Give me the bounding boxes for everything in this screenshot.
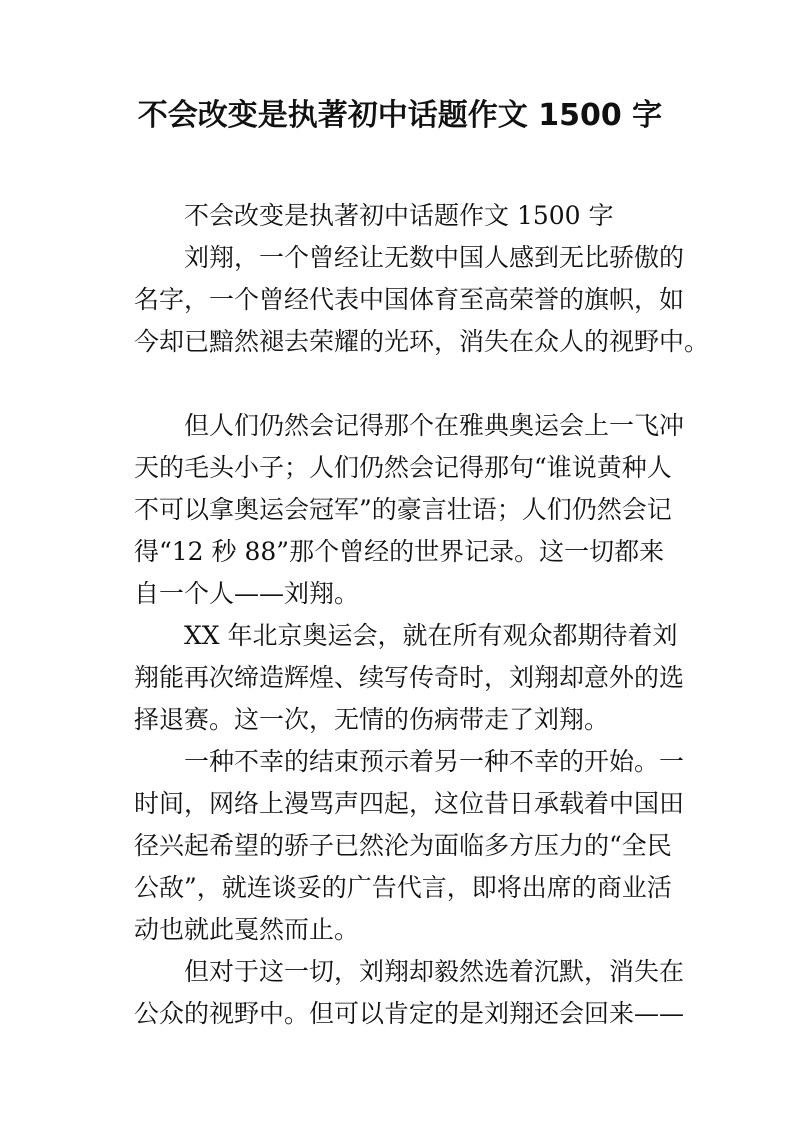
- text-line-content: 时间，网络上漫骂声四起，这位昔日承载着中国田: [134, 789, 685, 818]
- text-line-content: 择退赛。这一次，无情的伤病带走了刘翔。: [134, 705, 610, 734]
- text-line-content: 刘翔，一个曾经让无数中国人感到无比骄傲的: [184, 243, 685, 272]
- text-line-content: 但人们仍然会记得那个在雅典奥运会上一飞冲: [184, 411, 685, 440]
- text-line-content: 自一个人——刘翔。: [134, 579, 360, 608]
- text-line-content: XX 年北京奥运会，就在所有观众都期待着刘: [184, 621, 678, 650]
- text-line-content: 得“12 秒 88”那个曾经的世界记录。这一切都来: [134, 537, 665, 566]
- text-line-content: 径兴起希望的骄子已然沦为面临多方压力的“全民: [134, 831, 672, 860]
- text-line-content: 一种不幸的结束预示着另一种不幸的开始。一: [184, 747, 685, 776]
- text-line-content: 公敌”，就连谈妥的广告代言，即将出席的商业活: [134, 873, 672, 902]
- text-line-content: 翔能再次缔造辉煌、续写传奇时，刘翔却意外的选: [134, 663, 685, 692]
- text-line-content: 但对于这一切，刘翔却毅然选着沉默，消失在: [184, 957, 685, 986]
- text-line-content: 天的毛头小子；人们仍然会记得那句“谁说黄种人: [134, 453, 672, 482]
- text-line-content: 今却已黯然褪去荣耀的光环，消失在众人的视野中。: [134, 327, 710, 356]
- text-line-content: 公众的视野中。但可以肯定的是刘翔还会回来——: [134, 999, 685, 1028]
- text-line-content: 不会改变是执著初中话题作文 1500 字: [184, 201, 614, 230]
- text-line-content: 动也就此戛然而止。: [134, 915, 360, 944]
- text-line-content: 名字，一个曾经代表中国体育至高荣誉的旗帜，如: [134, 285, 685, 314]
- document-title: 不会改变是执著初中话题作文 1500 字: [137, 98, 663, 133]
- text-line-content: 不可以拿奥运会冠军”的豪言壮语；人们仍然会记: [134, 495, 672, 524]
